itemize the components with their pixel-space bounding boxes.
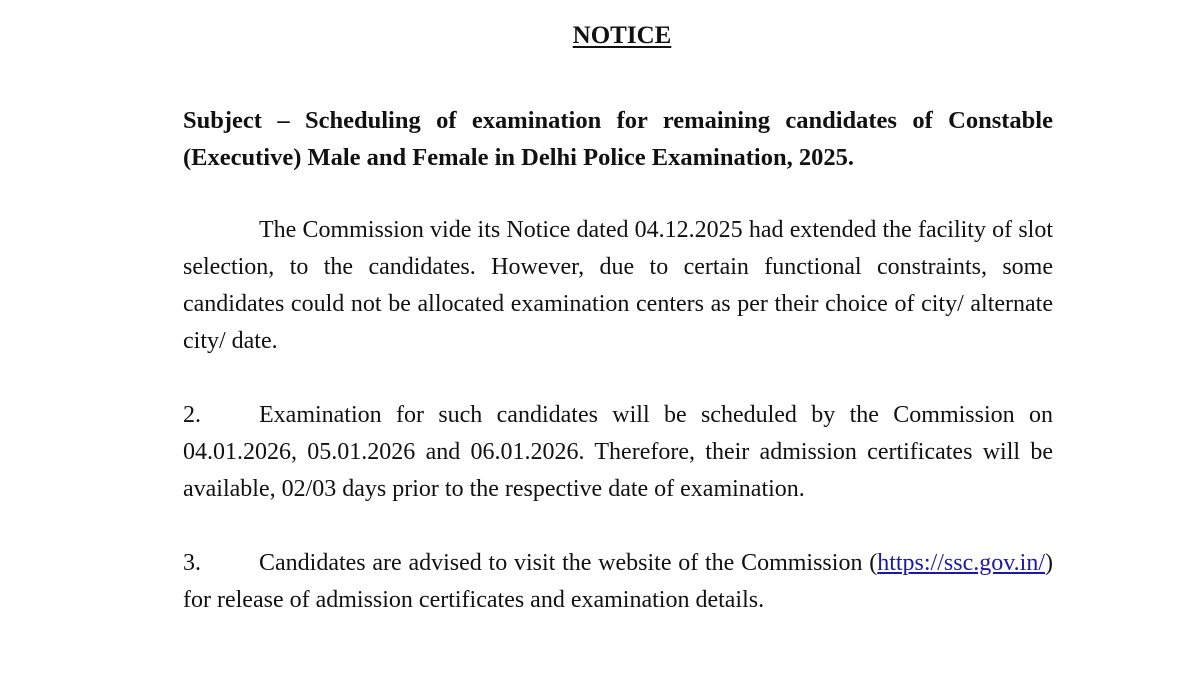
paragraph-2-text: Examination for such candidates will be scheduled by the Commission on 04.01.2026, 05.01.2026 and 06.01.2026. Therefore, their admission certificates will be available, 02/03 days prior to the respective date of examination.	[183, 402, 1053, 502]
notice-document	[183, 14, 1053, 619]
paragraph-2-number: 2.	[183, 402, 201, 428]
notice-title: NOTICE	[572, 22, 672, 49]
paragraph-3-text-before: Candidates are advised to visit the website of the Commission (	[259, 550, 878, 576]
paragraph-1: The Commission vide its Notice dated 04.12.2025 had extended the facility of slot selection, to the candidates. However, due to certain functional constraints, some candidates could not be allocated examination centers as per their choice of city/ alternate city/ date.	[183, 217, 1053, 354]
notice-subject: Subject – Scheduling of examination for remaining candidates of Constable (Executive) Male and Female in Delhi Police Examination, 2025.	[183, 107, 1053, 171]
ssc-website-link[interactable]: https://ssc.gov.in/	[877, 550, 1045, 576]
paragraph-3-text-after: ) for release of admission certificates and examination details.	[183, 550, 1053, 613]
paragraph-2	[183, 397, 1053, 508]
paragraph-3	[183, 545, 1053, 619]
paragraph-3-number: 3.	[183, 550, 201, 576]
